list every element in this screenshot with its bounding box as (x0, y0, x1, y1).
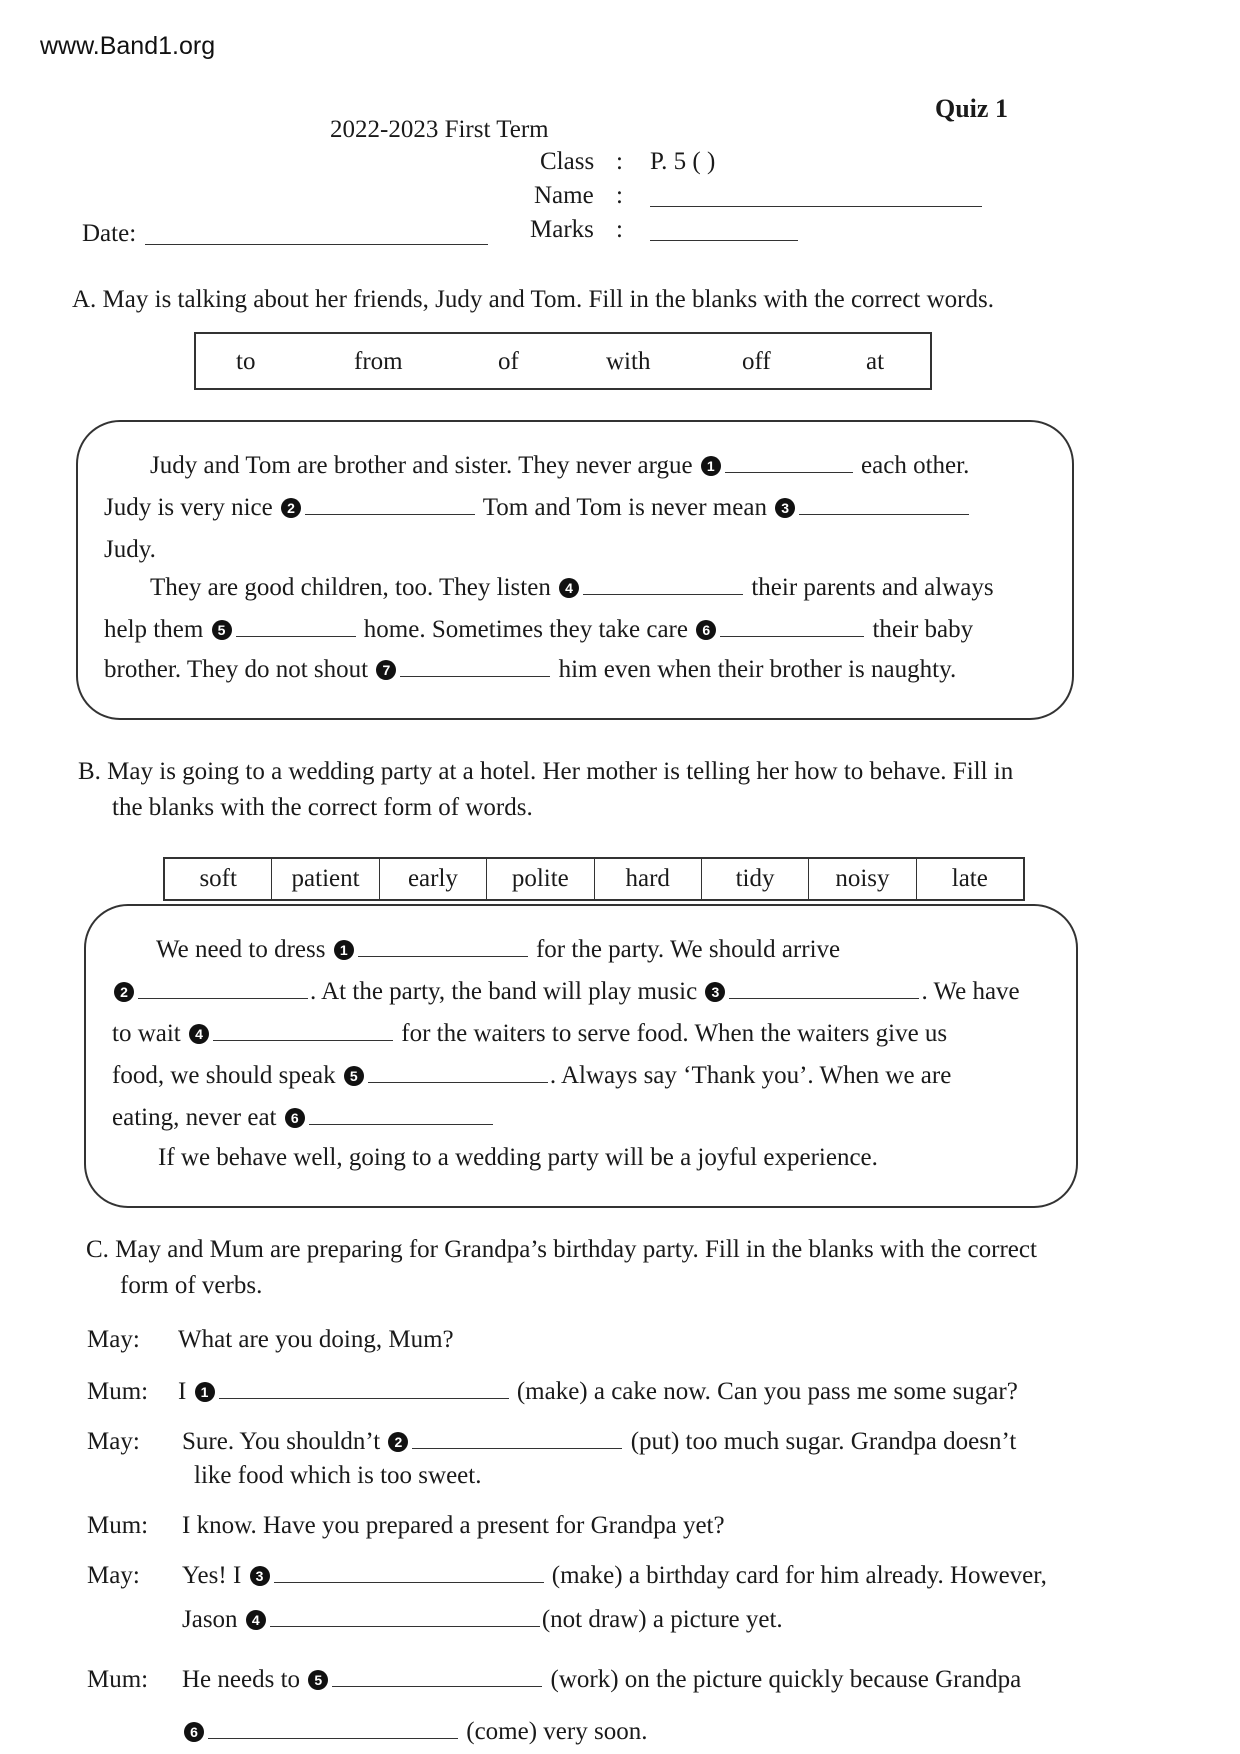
class-value: P. 5 ( ) (650, 148, 716, 175)
dialogue-line (182, 1718, 647, 1746)
question-number-badge: 2 (114, 982, 134, 1002)
speaker-label: May: (87, 1326, 140, 1353)
section-b-line-3 (112, 1020, 947, 1048)
question-number-badge: 5 (212, 620, 232, 640)
word-bank-item: at (866, 348, 885, 375)
name-colon: : (616, 182, 623, 209)
text: to wait (112, 1020, 181, 1047)
word-bank-item: early (380, 859, 487, 899)
text: Judy. (104, 536, 156, 563)
word-bank-item: hard (595, 859, 702, 899)
text: for the party. We should arrive (535, 936, 841, 963)
section-b-line-6 (158, 1144, 878, 1172)
text: Yes! I (182, 1562, 242, 1589)
text: home. Sometimes they take care (363, 616, 688, 643)
text: (put) too much sugar. Grandpa doesn’t (630, 1428, 1017, 1455)
section-b-line-1 (156, 936, 840, 964)
text: (come) very soon. (466, 1718, 648, 1745)
answer-blank[interactable] (309, 1123, 493, 1125)
word-bank-item: noisy (809, 859, 916, 899)
word-bank-item: from (354, 348, 403, 375)
question-number-badge: 1 (701, 456, 721, 476)
speaker-label: Mum: (87, 1378, 149, 1405)
speaker-label: May: (87, 1428, 140, 1455)
section-a-line-4 (150, 574, 994, 602)
text: (not draw) a picture yet. (541, 1606, 783, 1633)
section-a-line-1 (150, 452, 969, 480)
answer-blank[interactable] (208, 1737, 458, 1739)
word-bank-item: to (236, 348, 256, 375)
question-number-badge: 4 (559, 578, 579, 598)
answer-blank[interactable] (412, 1447, 622, 1449)
question-number-badge: 3 (705, 982, 725, 1002)
dialogue-line (182, 1512, 725, 1540)
text: each other. (861, 452, 970, 479)
text: (make) a birthday card for him already. However, (551, 1562, 1047, 1589)
text: brother. They do not shout (104, 656, 369, 683)
answer-blank[interactable] (213, 1039, 393, 1041)
website-url: www.Band1.org (40, 32, 216, 60)
section-a-line-2 (104, 494, 971, 522)
question-number-badge: 6 (184, 1722, 204, 1742)
marks-label: Marks (530, 216, 594, 243)
text: We need to dress (156, 936, 326, 963)
dialogue-line (178, 1326, 454, 1354)
section-a-line-6 (104, 656, 956, 684)
text: . At the party, the band will play music (310, 978, 698, 1005)
speaker-label: Mum: (87, 1512, 149, 1539)
dialogue-line-continued (194, 1462, 481, 1490)
question-number-badge: 2 (388, 1432, 408, 1452)
question-number-badge: 4 (189, 1024, 209, 1044)
section-b-line-5 (112, 1104, 495, 1132)
question-number-badge: 5 (344, 1066, 364, 1086)
text: What are you doing, Mum? (178, 1326, 454, 1353)
name-label: Name (534, 182, 594, 209)
section-b-instruction-1: B. May is going to a wedding party at a hotel. Her mother is telling her how to behave. Fill in (78, 758, 1014, 785)
section-b-word-bank (163, 857, 1025, 901)
term-title: 2022-2023 First Term (330, 116, 549, 143)
text: I (178, 1378, 187, 1405)
dialogue-line (182, 1428, 1016, 1456)
date-label: Date: (82, 220, 137, 247)
question-number-badge: 3 (250, 1566, 270, 1586)
text: He needs to (182, 1666, 301, 1693)
section-c-instruction-1: C. May and Mum are preparing for Grandpa’s birthday party. Fill in the blanks with the correct (86, 1236, 1037, 1263)
word-bank-item: of (498, 348, 519, 375)
answer-blank[interactable] (219, 1397, 509, 1399)
answer-blank[interactable] (138, 997, 308, 999)
question-number-badge: 6 (696, 620, 716, 640)
text: their parents and always (751, 574, 994, 601)
answer-blank[interactable] (583, 593, 743, 595)
date-field-line[interactable] (145, 244, 488, 245)
question-number-badge: 3 (775, 498, 795, 518)
text: (make) a cake now. Can you pass me some sugar? (516, 1378, 1018, 1405)
class-label: Class (540, 148, 595, 175)
text: . Always say ‘Thank you’. When we are (549, 1062, 952, 1089)
class-colon: : (616, 148, 623, 175)
text: food, we should speak (112, 1062, 336, 1089)
answer-blank[interactable] (236, 635, 356, 637)
dialogue-line (182, 1606, 783, 1634)
word-bank-item: off (742, 348, 771, 375)
section-a-word-bank (194, 332, 932, 390)
text: I know. Have you prepared a present for Grandpa yet? (182, 1512, 725, 1539)
answer-blank[interactable] (332, 1685, 542, 1687)
answer-blank[interactable] (305, 513, 475, 515)
text: Sure. You shouldn’t (182, 1428, 381, 1455)
section-b-line-2 (112, 978, 1020, 1006)
answer-blank[interactable] (799, 513, 969, 515)
text: If we behave well, going to a wedding party will be a joyful experience. (158, 1144, 878, 1171)
section-a-instruction: A. May is talking about her friends, Judy and Tom. Fill in the blanks with the correct words. (72, 286, 994, 313)
section-a-line-3 (104, 536, 156, 564)
dialogue-line (182, 1666, 1021, 1694)
text: (work) on the picture quickly because Grandpa (550, 1666, 1022, 1693)
text: . We have (921, 978, 1020, 1005)
question-number-badge: 6 (285, 1108, 305, 1128)
word-bank-item: polite (487, 859, 594, 899)
word-bank-item: soft (165, 859, 272, 899)
text: They are good children, too. They listen (150, 574, 551, 601)
text: help them (104, 616, 204, 643)
answer-blank[interactable] (725, 471, 853, 473)
section-a-line-5 (104, 616, 973, 644)
word-bank-item: with (606, 348, 651, 375)
answer-blank[interactable] (720, 635, 864, 637)
question-number-badge: 1 (195, 1382, 215, 1402)
word-bank-item: tidy (702, 859, 809, 899)
text: Tom and Tom is never mean (482, 494, 767, 521)
section-b-line-4 (112, 1062, 951, 1090)
marks-colon: : (616, 216, 623, 243)
text: like food which is too sweet. (194, 1462, 482, 1489)
answer-blank[interactable] (270, 1625, 540, 1627)
answer-blank[interactable] (368, 1081, 548, 1083)
question-number-badge: 5 (308, 1670, 328, 1690)
answer-blank[interactable] (274, 1581, 544, 1583)
text: Judy is very nice (104, 494, 273, 521)
marks-field-line[interactable] (650, 240, 798, 241)
answer-blank[interactable] (358, 955, 528, 957)
question-number-badge: 7 (376, 660, 396, 680)
question-number-badge: 4 (246, 1610, 266, 1630)
text: him even when their brother is naughty. (558, 656, 957, 683)
speaker-label: Mum: (87, 1666, 149, 1693)
dialogue-line (182, 1562, 1047, 1590)
section-b-instruction-2: the blanks with the correct form of words. (112, 794, 533, 821)
quiz-title: Quiz 1 (935, 94, 1008, 123)
answer-blank[interactable] (400, 675, 550, 677)
section-c-instruction-2: form of verbs. (120, 1272, 263, 1299)
word-bank-item: patient (272, 859, 379, 899)
text: their baby (872, 616, 974, 643)
dialogue-line (178, 1378, 1018, 1406)
speaker-label: May: (87, 1562, 140, 1589)
question-number-badge: 2 (281, 498, 301, 518)
question-number-badge: 1 (334, 940, 354, 960)
text: for the waiters to serve food. When the waiters give us (401, 1020, 948, 1047)
text: eating, never eat (112, 1104, 277, 1131)
answer-blank[interactable] (729, 997, 919, 999)
text: Jason (182, 1606, 238, 1633)
word-bank-item: late (951, 865, 988, 892)
name-field-line[interactable] (650, 206, 982, 207)
text: Judy and Tom are brother and sister. They never argue (150, 452, 693, 479)
